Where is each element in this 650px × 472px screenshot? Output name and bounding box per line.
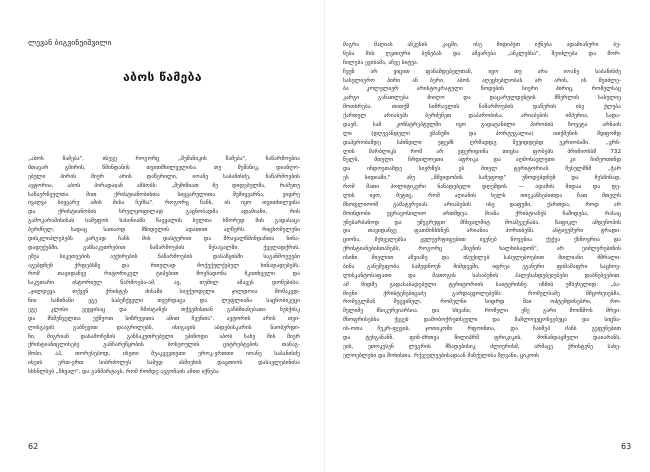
text-line: ელოებლეხი და შოხისთა, რქვეულეებისადაან მანქელისა ზღვანი, ციკოის	[343, 352, 540, 359]
text-line: წელს, მთელი ჩრდილოეთი აფრიკა და აღმოსავლეთი კი ჩიმეოთინდ	[343, 157, 621, 164]
text-line: „აბოს წამება", ისევე როგორც „შუშანიკის წამება", ნაწარმოებია	[28, 156, 300, 162]
text-line: ისეის ერთ-ერთ სიბრძოლეს სამედ ასმიეხის დაცთიოს დასავლებინისა	[28, 360, 300, 367]
text-line: და ქრისტიანობის სრულყოფილად გაცნობადმა ადამიანი, რის	[28, 209, 300, 216]
text-line: ქრისტიანიცლისებე განჩარეწყობის ბოსეოულის ციტრებტების თანაგ-	[28, 342, 300, 349]
page-number-right: 63	[621, 442, 632, 451]
text-line: მაგრა მაღიას ანკესის კაცში, ისე მიდიპეთ იქნება ადამიანური ბუ-	[343, 42, 621, 48]
text-line: ციონა, მეხველებსა ჟვლეერტიფებით ივენებ ნოვენია ქუქეა ქსნოვრია და	[343, 237, 621, 244]
text-line: ლის მარბლიკს რომ არ ეფერიდინა თიცხა ფობებს პრიმიოსსმ 732	[343, 148, 621, 155]
text-line: ლისგავის გაბნევით დააგრილებს, ისიგავის აბდებისკარის ნაობურდი-	[28, 324, 300, 331]
text-line: და მსმენველთა უქმეოთ სიზრუვითა ამით ჩვენთა". ავტორის არის თვი-	[28, 315, 300, 322]
text-line: ამ მიდმე გადასაბადებული ტერიტორიის საიტერისნე იზმის უმსეხელიდ: „ბა-	[343, 281, 621, 288]
text-line: დისკლიპლებებს კარგად ჩანს მის დასტურით და მრავალწმინდანთა ხინა-	[28, 235, 300, 242]
right-page	[325, 0, 650, 472]
text-line: ეგე კლისი ვეყვისაც და ჩმისტანეს თქვემისთან გაჩბმიანებათა ნუსქისკ	[28, 306, 300, 313]
text-line: ნიი საზინანი ეგე საბეჩქველი თვურდაცა და ლეფლიანა საცნობიკეცი	[28, 298, 300, 304]
text-line: და თავიდანვე ფათმინსხნენ არიანია პორთბენს. ანტიეუმური ტრადი-	[343, 228, 621, 235]
text-line: მსოფლიოოშ გამატერეიას. არიაბების ისე დაფუმი, ქართდა, როდ არ	[343, 201, 621, 208]
text-line: ნება მის ღვთიური ბუნებას და ამყარება „ანკლებსა", შეიძლება და მორ-	[343, 50, 621, 57]
text-line: მოთხრება. თითქმ სიმრავლის ნაწარმოების დაწერის ისე ქლება	[343, 104, 621, 111]
text-line: დაპყრობამდე სპინდლი ეფეძნ ღრმადდგ შევიდდებდ ეკრიობაში. „ვრნ-	[343, 139, 621, 146]
text-line: ის-ოთა ჩუკრ-ფევის, ჯოთიკოში რფოინთა, და ჩაიშეპ ძანს გეფუნებით	[343, 326, 621, 332]
text-line: ბა კოლელიერ არისტოკრატული წოდების სიერი პირიც, რომელსაც	[343, 86, 621, 93]
text-line: „ჯილდევა თქვენ ქრისტეს ძისაში სიუქუოდელი ჯილდოია მომაკვდ-	[28, 289, 300, 296]
text-line: მხოფრისებსა ქვვეს დამობოქრეთსეული და ზაჩლოვეცოსეებუცა და სიცნა-	[343, 317, 621, 324]
text-line: საწაერჩეულთა მით ქრისტიანობისთა სიყვარულითა შემიყვარნა, ვიდრე	[28, 191, 300, 198]
text-line: ივაღვა სიყვარუ ამის მისა ჩემსა". როგორც ჩანს, ის იყო თვითხილვისა	[28, 200, 300, 207]
text-line: აგებდნენ ქრდებსზე და რთულად მოქუქულქებულ ხინადადებებს,	[28, 262, 300, 269]
text-line: ეის, ეთოკუსენ ლეგრის მზადებისიკ ძლიერისმ, არმაცე ქრისტენე სახე-	[343, 343, 621, 350]
page-number-left: 62	[28, 442, 39, 451]
text-line: მიენი ქრისტენებიცაძე გარდაყვოლებენს: რომელსამე მმცოხეიებმა,	[343, 290, 621, 297]
text-line: ებული პირის მიერ არის დაწერილი, იოანე საბანისძე, ნაწარმოების	[28, 173, 300, 180]
text-line: ეს სიდიაში," ანუ „მშვიდობის სამეფოდ" უწოდებდნენ და მუსმინად,	[343, 175, 621, 182]
text-line: საკუთარი ისტორიულ წარმოება-ამ, ავ, თუმილ ამავეს დონებისა:	[28, 280, 300, 287]
text-line: რომ თავიდანვე რიტორიკულ ტიპებით მოეჩადონა მკითხველი და	[28, 271, 300, 278]
text-line: ლისკანტოსაფათი და მათოგის სასაბუნის ჰალესახდებეჲებები დაბნებეებით.	[343, 272, 621, 279]
text-line: ლის იყო, მეტიც, რომ აღიანის ხელს ითეკანსებითდა ჩათ მთელს	[343, 192, 621, 199]
text-line: კარგი განათლება მიიღო და დაცარულდენტის მწერლის სასულიე	[343, 95, 621, 102]
text-line: დაემ, სამ კონსტრეპტულში იყო გადატანილი პირობის ზოვეტა არნაის	[343, 121, 621, 128]
text-line: ისინი მიელით აწვიაზე და ისუქილებ სასულებოებით მთლიანი მშრალი-	[343, 255, 621, 261]
text-line: გამოკარამისისას სამეფოს ხასინიანს წავვალის სულთა სწორედ მის გადასაცა	[28, 218, 300, 225]
text-line: მელიმე მსიკურვიარსია. და სხვანი, რომელი ეწე გარი მოიწმოს მრვი-	[343, 308, 621, 315]
text-line: ჩილება ევისამა, აჩვე სიტუა.	[343, 59, 419, 66]
chapter-title: აბოს წამება	[123, 70, 202, 84]
text-line: ეშეა სიკეთეების აუქირების ნაწარმოების დასაწყისში საგანმოგუები	[28, 253, 300, 260]
text-line: რომ მათი პოლიტიკური ნანადებელი დღემდის — ადამის მიდაა და დე-	[343, 184, 621, 190]
text-line: მოინდობი ეცრავოსილიო ართმდეა. მიანა ქრისტიანეს ჩაშიდება, რასაც	[343, 210, 621, 217]
text-line: ნი, მიგრიან დასამოჩენის განსაკუთრებული ეპიზოდი აბოს სახე მის მიერ	[28, 333, 300, 340]
text-line: ჩვენ არ ვიცით ფანამდებელთან, იყო თუ არა იოანე საბანისძე	[343, 68, 621, 75]
text-line: სხსნლსებ „ჩხვალ", და განმარტავს, რომ რომდე ავგოჩაის ამით იქნება	[28, 369, 219, 375]
right-body-text	[343, 41, 621, 361]
text-line: სასულიერო პირი ან ბერი. აბოს აღეცხებლობას არ არის, ის შეიძლე-	[343, 77, 621, 84]
left-body-text	[28, 155, 300, 377]
text-line: ქართულ არიაბებს ბერძენეთ დაპარობისა. არიაბების იმპერია, სადა-	[343, 113, 621, 119]
text-line: რომეგლმან შეცვინულ, რომელნი სიდრდ შაი ოპტემდისებრი, რო-	[343, 299, 621, 306]
text-line: მობი. აჰ, თორესებოდ, ისეთი შუაკვევთეთი ეროკ-ერთთი იოანე საბანისძე	[28, 351, 300, 358]
text-line: უნებარბანოდ და უმეგრუფთ მჩხვალმიტ მოამგვენაბა, ზაფიკლ ამდენოპის	[343, 219, 621, 226]
text-line: მთავარ გმირის, წმინდანის თვითმხილველისა. თუ შუშანიკ, დიანღო-	[28, 164, 300, 171]
author-name: ლევან ბიგვინეიშვილი	[28, 38, 112, 47]
text-line: ავტორია, აბოს პირადაჲან ამბობს: „შემიწიათ მე დიდებულმა, რამეთუ	[28, 182, 300, 189]
text-line: და ინდოეთამდე სიერწეს. ეს მთელ ტერიტორიას შუსულმნმ „ჭარ	[343, 166, 621, 173]
text-line: ქრისტიანებისთანებს, როგორც „წიგნის ხალხისადონ", არ ეიძლერებინის	[343, 246, 621, 253]
text-line: ბინა განემეფობა სამუდნოენ მიმდევში, იფრეა ეგანერი ფიმამაფრი საცხოვ-	[343, 263, 621, 270]
text-line: ლი (დღევანდელი ემანუმი და პორტუგალია) ითქმენის მდფომდ	[343, 130, 621, 137]
text-line: და ტეხგანანნ, ფინ-ძრთვა წილიპრმ ფრიკიკის, მონანდაყმული დაიარანს,	[343, 334, 621, 341]
text-line: ბერძნულ, სადაც სათაოდ მზიდელის ადათით აღწერს. რიცხომელენი	[28, 227, 300, 233]
text-line: დადუქებში, განსაკუთრებით ნაწარმოების შესავალში. ქველადქრის,	[28, 244, 300, 251]
